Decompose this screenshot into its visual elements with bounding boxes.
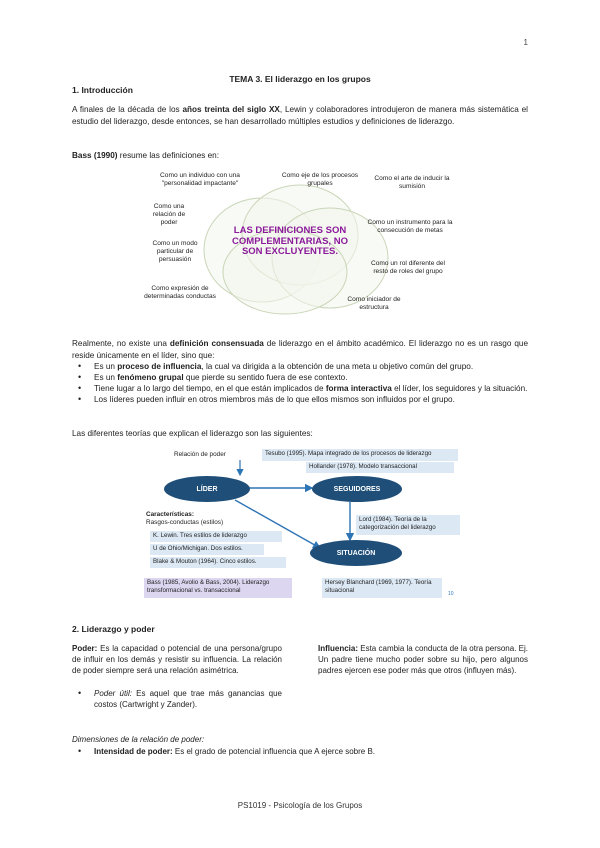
intro-paragraph: A finales de la década de los años treinta del siglo XX, Lewin y colaboradores introdujeron de manera más sistemática el estudio del liderazgo, desde entonces, se han desarrollado múltiples estudios y definiciones de liderazgo. (72, 105, 529, 126)
list-item: • Poder útil: Es aquel que trae más ganancias que costos (Cartwright y Zander). (72, 688, 282, 710)
venn-center-text: LAS DEFINICIONES SON COMPLEMENTARIAS, NO SON EXCLUYENTES. (232, 225, 348, 257)
node-followers: SEGUIDORES (312, 476, 402, 502)
list-item: • Tiene lugar a lo largo del tiempo, en el que están implicados de forma interactiva el líder, los seguidores y la situación. (72, 383, 528, 394)
venn-label-estructura: Como iniciador de estructura (347, 296, 401, 311)
diagram-slide-number: 10 (448, 591, 454, 597)
venn-label-persuasion: Como un modo particular de persuasión (152, 240, 198, 263)
venn-label-rol: Como un rol diferente del resto de roles del grupo (370, 260, 446, 275)
note-tesubo: Tesubo (1995). Mapa integrado de los procesos de liderazgo (262, 449, 458, 461)
venn-label-sumision: Como el arte de inducir la sumisión (374, 175, 450, 190)
poder-util-list (72, 688, 282, 710)
page-footer: PS1019 - Psicología de los Grupos (237, 801, 363, 810)
theories-intro: Las diferentes teorías que explican el liderazgo son las siguientes: (72, 429, 313, 438)
node-situation: SITUACIÓN (310, 540, 402, 566)
venn-label-instrumento: Como un instrumento para la consecución de metas (367, 219, 453, 234)
note-bass: Bass (1985, Avolio & Bass, 2004). Liderazgo transformacional vs. transaccional (144, 578, 292, 598)
rasgos-label: Rasgos-conductas (estilos) (146, 519, 224, 526)
dimensiones-heading: Dimensiones de la relación de poder: (72, 735, 205, 744)
relacion-poder-label: Relación de poder (174, 451, 226, 458)
note-lewin: K. Lewin. Tres estilos de liderazgo (150, 531, 282, 542)
list-item: • Los líderes pueden influir en otros miembros más de lo que ellos mismos son influidos por el grupo. (72, 394, 528, 405)
list-item: • Intensidad de poder: Es el grado de potencial influencia que A ejerce sobre B. (72, 746, 528, 757)
note-hersey: Hersey Blanchard (1969, 1977). Teoría situacional (322, 578, 442, 598)
venn-label-personalidad: Como un individuo con una "personalidad impactante" (160, 172, 240, 187)
caracteristicas-label: Características: (146, 511, 194, 518)
section-heading-intro: 1. Introducción (72, 85, 133, 95)
list-item: • Es un proceso de influencia, la cual va dirigida a la obtención de una meta u objetivo común del grupo. (72, 361, 528, 372)
note-lord: Lord (1984). Teoría de la categorización del liderazgo (356, 515, 460, 535)
venn-label-relacion-poder: Como una relación de poder (152, 203, 186, 226)
note-ohio: U de Ohio/Michigan. Dos estilos. (150, 544, 264, 555)
realmente-paragraph: Realmente, no existe una definición consensuada de liderazgo en el ámbito académico. El liderazgo no es un rasgo que reside únicamente en el líder, sino que: (72, 339, 529, 360)
note-blake: Blake & Mouton (1964). Cinco estilos. (150, 557, 286, 568)
page-number: 1 (523, 38, 528, 47)
venn-label-conductas: Como expresión de determinadas conductas (144, 285, 216, 300)
list-item: • Es un fenómeno grupal que pierde su sentido fuera de ese contexto. (72, 372, 528, 383)
poder-definition: Poder: Es la capacidad o potencial de una persona/grupo de influir en los demás y resistir su influencia. La relación de poder siempre será una relación asimétrica. (72, 644, 282, 675)
section-heading-poder: 2. Liderazgo y poder (72, 624, 155, 634)
bass-paragraph: Bass (1990) resume las definiciones en: (72, 151, 220, 160)
dimensiones-list (72, 746, 528, 757)
page-title: TEMA 3. El liderazgo en los grupos (229, 74, 371, 84)
node-leader: LÍDER (164, 476, 250, 502)
influencia-definition: Influencia: Esta cambia la conducta de la otra persona. Ej. Un padre tiene mucho poder sobre su hijo, pero algunos padres ejercen ese poder más que otros (influyen más). (318, 644, 528, 675)
note-hollander: Hollander (1978). Modelo transaccional (306, 462, 454, 473)
venn-label-eje: Como eje de los procesos grupales (281, 172, 359, 187)
